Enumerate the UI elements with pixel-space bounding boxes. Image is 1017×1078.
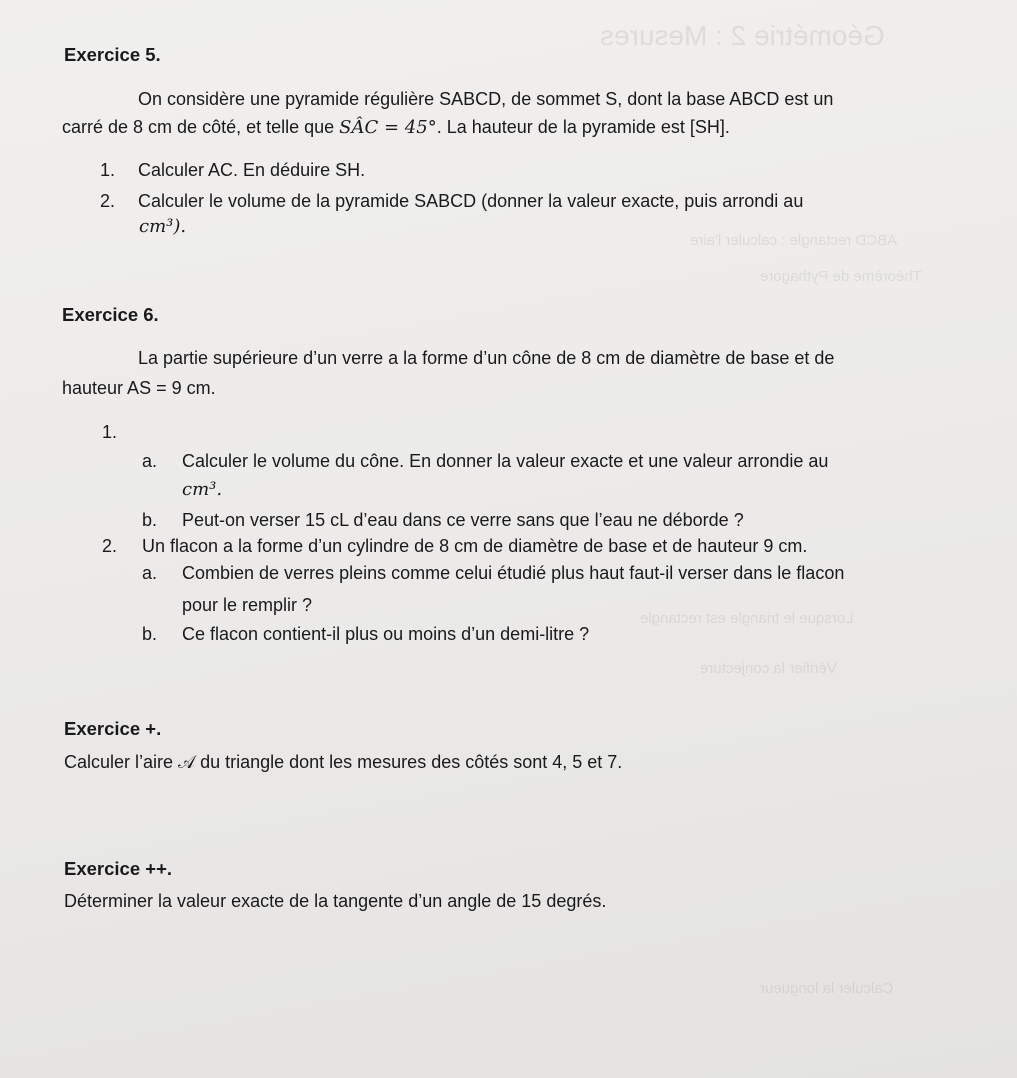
exercise-6-part-2a-line-1: Combien de verres pleins comme celui étudié plus haut faut-il verser dans le flacon bbox=[182, 563, 845, 583]
angle-expression: SÂC = 45° bbox=[339, 117, 437, 138]
exercise-plus-plus-text: Déterminer la valeur exacte de la tangente d’un angle de 15 degrés. bbox=[64, 891, 607, 911]
exercise-6-intro-line-2: hauteur AS = 9 cm. bbox=[62, 378, 216, 398]
exercise-6-part-2b-label: b. bbox=[142, 624, 158, 644]
exercise-6-part-2a-line-2: pour le remplir ? bbox=[182, 595, 313, 615]
exercise-6-part-1b: Peut-on verser 15 cL d’eau dans ce verre sans que l’eau ne déborde ? bbox=[182, 510, 744, 530]
exercise-6-part-2: Un flacon a la forme d’un cylindre de 8 cm de diamètre de base et de hauteur 9 cm. bbox=[142, 536, 808, 556]
exercise-6-part-1a-label: a. bbox=[142, 451, 158, 471]
exercise-5-question-2: Calculer le volume de la pyramide SABCD (donner la valeur exacte, puis arrondi au bbox=[138, 191, 804, 211]
exercise-plus-text: Calculer l’aire 𝒜 du triangle dont les mesures des côtés sont 4, 5 et 7. bbox=[64, 752, 623, 772]
exercise-6-part-2a-label: a. bbox=[142, 563, 158, 583]
exercise-5-intro-line-1: On considère une pyramide régulière SABCD, de sommet S, dont la base ABCD est un bbox=[138, 89, 834, 109]
intro-text-end: . La hauteur de la pyramide est [SH]. bbox=[436, 117, 730, 137]
exercise-6-part-2b: Ce flacon contient-il plus ou moins d’un demi-litre ? bbox=[182, 624, 590, 644]
exercise-6-title: Exercice 6. bbox=[62, 304, 159, 325]
bleed-through-text: Vérifier la conjecture bbox=[700, 660, 837, 677]
exercise-6-part-1a: Calculer le volume du cône. En donner la valeur exacte et une valeur arrondie au bbox=[182, 451, 829, 471]
exercise-5-question-1-number: 1. bbox=[100, 160, 116, 180]
exercise-6-part-1-number: 1. bbox=[102, 422, 118, 442]
exercise-5-intro-line-2 bbox=[62, 117, 730, 138]
exercise-5-question-2-unit: cm³). bbox=[139, 216, 187, 237]
exercise-5-question-2-number: 2. bbox=[100, 191, 116, 211]
exercise-6-part-2-number: 2. bbox=[102, 536, 118, 556]
exercise-plus-plus-title: Exercice ++. bbox=[64, 858, 173, 879]
bleed-through-text: Géométrie 2 : Mesures bbox=[600, 20, 885, 51]
bleed-through-text: Lorsque le triangle est rectangle bbox=[640, 610, 854, 627]
exercise-5-question-1: Calculer AC. En déduire SH. bbox=[138, 160, 366, 180]
intro-text: carré de 8 cm de côté, et telle que bbox=[62, 117, 335, 137]
exercise-6-part-1a-unit: cm³. bbox=[182, 479, 223, 500]
exercise-5-title: Exercice 5. bbox=[64, 44, 161, 65]
bleed-through-text: Théorème de Pythagore bbox=[760, 268, 922, 285]
exercise-6-part-1b-label: b. bbox=[142, 510, 158, 530]
exercise-plus-title: Exercice +. bbox=[64, 718, 162, 739]
bleed-through-text: ABCD rectangle : calculer l'aire bbox=[690, 232, 898, 249]
exercise-6-intro-line-1: La partie supérieure d’un verre a la forme d’un cône de 8 cm de diamètre de base et de bbox=[138, 348, 835, 368]
bleed-through-text: Calculer la longueur bbox=[760, 980, 894, 997]
